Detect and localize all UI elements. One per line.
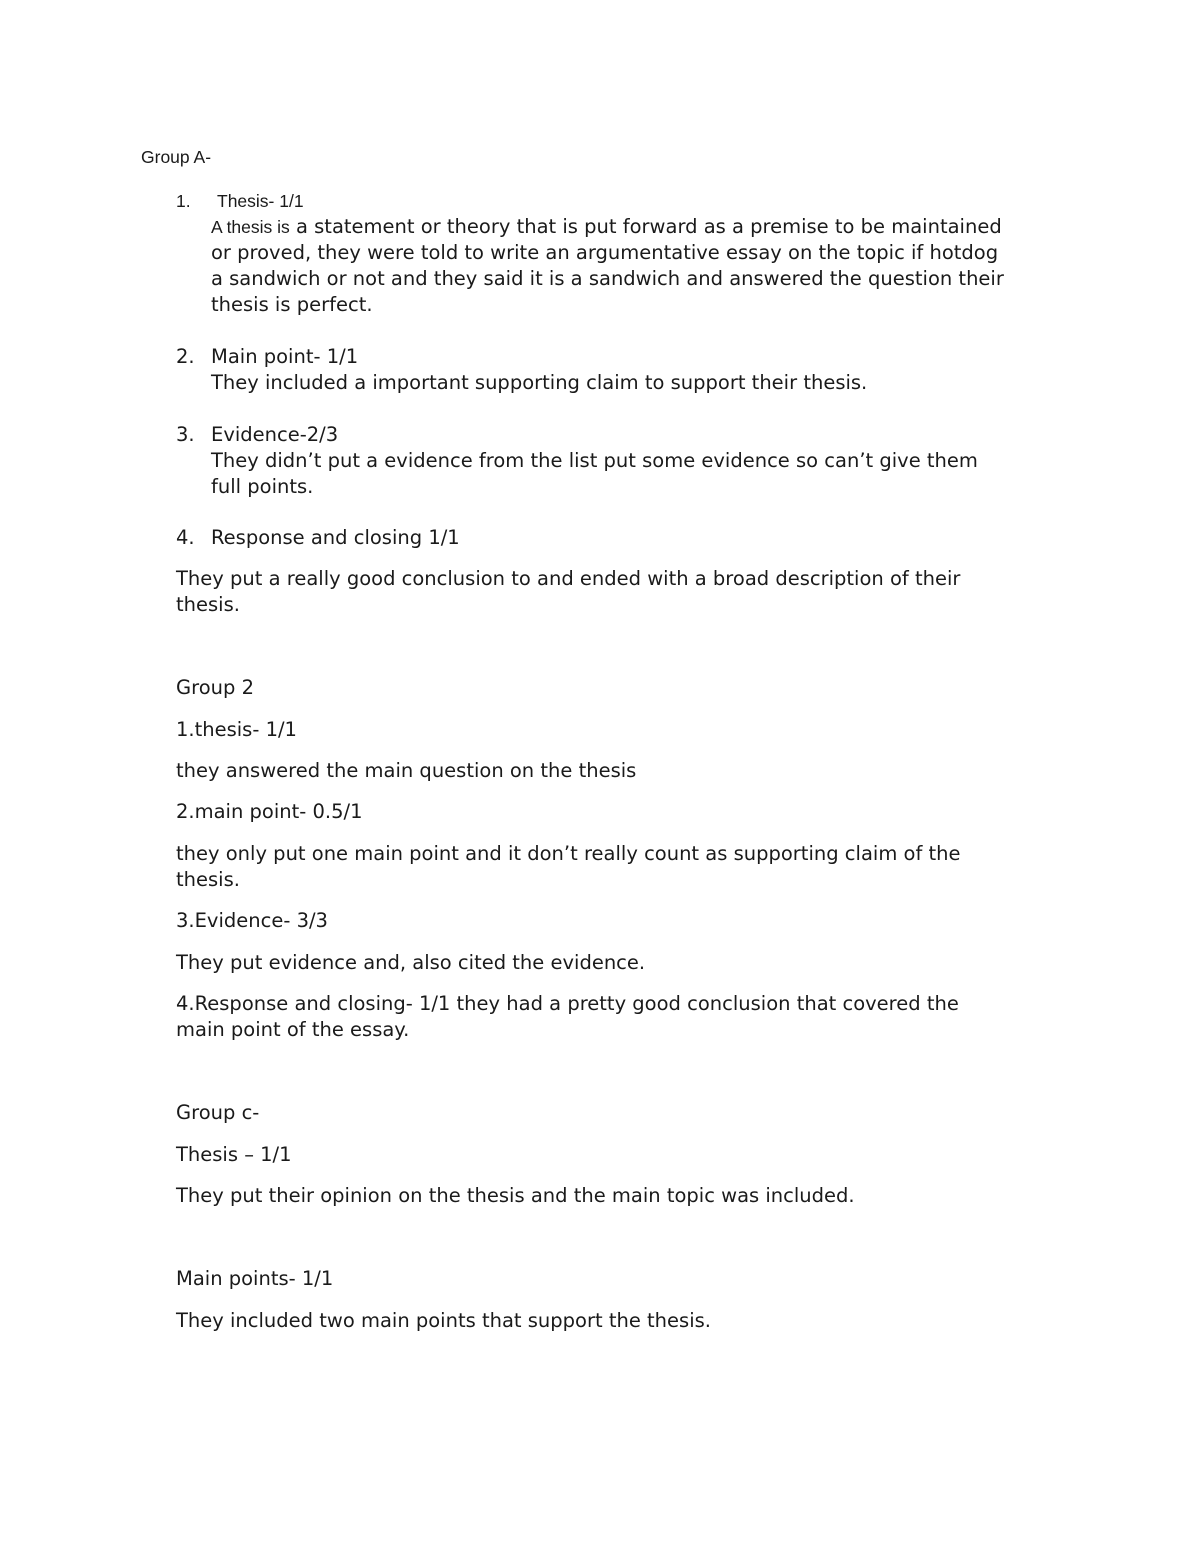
group-a-item-3-text: [211, 448, 978, 500]
main-point-text-line: they only put one main point and it don’t really count as supporting claim of the: [176, 842, 961, 865]
group-2-evidence-title: 3.Evidence- 3/3: [176, 909, 328, 932]
group-2-heading: Group 2: [176, 676, 254, 699]
group-c-heading: Group c-: [176, 1101, 260, 1124]
group-a-item-4-number: 4.: [176, 526, 195, 549]
evidence-text-line: They didn’t put a evidence from the list put some evidence so can’t give them: [211, 449, 978, 472]
group-a-heading: Group A-: [141, 147, 212, 167]
group-2-thesis-title: 1.thesis- 1/1: [176, 718, 297, 741]
thesis-definition-lead: A thesis is: [211, 217, 290, 237]
group-a-item-1-number: 1.: [176, 191, 191, 211]
thesis-text-line: a statement or theory that is put forward as a premise to be maintained: [296, 215, 1002, 238]
group-c-thesis-text: They put their opinion on the thesis and the main topic was included.: [176, 1184, 855, 1207]
group-2-thesis-text: they answered the main question on the thesis: [176, 759, 637, 782]
group-a-item-2-number: 2.: [176, 345, 195, 368]
group-a-item-1-text: [211, 214, 1004, 318]
group-a-closing-text: [176, 566, 960, 618]
group-a-item-1-title: Thesis- 1/1: [217, 191, 304, 211]
thesis-text-line: thesis is perfect.: [211, 293, 373, 316]
group-a-item-4-title: Response and closing 1/1: [211, 526, 460, 549]
closing-text-line: They put a really good conclusion to and ended with a broad description of their: [176, 567, 961, 590]
closing-text-line: thesis.: [176, 593, 240, 616]
group-2-main-point-title: 2.main point- 0.5/1: [176, 800, 363, 823]
response-text-line: 4.Response and closing- 1/1 they had a pretty good conclusion that covered the: [176, 992, 959, 1015]
group-a-item-2-text: They included a important supporting claim to support their thesis.: [211, 371, 868, 394]
evidence-text-line: full points.: [211, 475, 314, 498]
response-text-line: main point of the essay.: [176, 1018, 410, 1041]
group-c-thesis-title: Thesis – 1/1: [176, 1143, 292, 1166]
group-2-evidence-text: They put evidence and, also cited the evidence.: [176, 951, 646, 974]
group-a-item-2-title: Main point- 1/1: [211, 345, 359, 368]
group-c-main-points-text: They included two main points that support the thesis.: [176, 1309, 711, 1332]
group-2-response-text: [176, 991, 959, 1043]
main-point-text-line: thesis.: [176, 868, 240, 891]
group-c-main-points-title: Main points- 1/1: [176, 1267, 334, 1290]
thesis-text-line: a sandwich or not and they said it is a sandwich and answered the question their: [211, 267, 1004, 290]
thesis-text-line: or proved, they were told to write an argumentative essay on the topic if hotdog: [211, 241, 999, 264]
group-a-item-3-title: Evidence-2/3: [211, 423, 339, 446]
group-2-main-point-text: [176, 841, 961, 893]
group-a-item-3-number: 3.: [176, 423, 195, 446]
